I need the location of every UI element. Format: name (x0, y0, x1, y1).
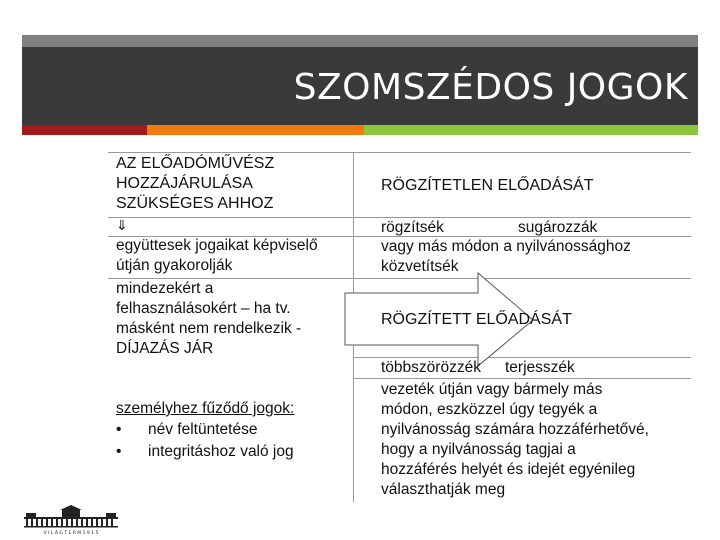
action-distribute: terjesszék (505, 359, 575, 376)
action-broadcast: sugározzák (518, 219, 598, 236)
remuneration-line-3: másként nem rendelkezik - (116, 320, 302, 337)
unfixed-performance: RÖGZÍTETLEN ELŐADÁSÁT (381, 177, 594, 194)
availability-line-5: hozzáférés helyét és idejét egyénileg (381, 461, 636, 478)
accent-strip-orange (147, 125, 364, 135)
logo-caption: V I L Á G T E R M 1 9 1 5 (43, 531, 99, 535)
list-item-label: név feltüntetése (148, 421, 258, 438)
consent-line-2: HOZZÁJÁRULÁSA (116, 175, 253, 192)
action-reproduce: többszörözzék (381, 359, 481, 376)
accent-strip-red (22, 125, 147, 135)
consent-line-1: AZ ELŐADÓMŰVÉSZ (116, 155, 275, 172)
slide-title: SZOMSZÉDOS JOGOK (293, 67, 688, 108)
personal-rights-heading: személyhez fűződő jogok: (116, 400, 295, 417)
availability-line-6: választhatják meg (381, 481, 506, 498)
accent-strip-green (364, 125, 698, 135)
slide-header (22, 47, 698, 125)
collective-line-1: együttesek jogaikat képviselő (116, 237, 318, 254)
list-item-label: integritáshoz való jog (148, 443, 294, 460)
rights-table (108, 152, 691, 502)
availability-line-1: vezeték útján vagy bármely más (381, 381, 603, 398)
remuneration-line-4: DÍJAZÁS JÁR (116, 340, 214, 357)
remuneration-line-2: felhasználásokért – ha tv. (116, 300, 291, 317)
fixed-performance: RÖGZÍTETT ELŐADÁSÁT (381, 311, 572, 328)
down-arrow-icon: ⇓ (116, 217, 128, 233)
availability-line-4: hogy a nyilvánosság tagjai a (381, 441, 576, 458)
communicate-line-1: vagy más módon a nyilvánossághoz (381, 238, 631, 255)
bullet-icon: • (116, 421, 122, 438)
remuneration-line-1: mindezekért a (116, 280, 214, 297)
communicate-line-2: közvetítsék (381, 258, 459, 275)
header-top-band (22, 35, 698, 47)
action-record: rögzítsék (381, 219, 444, 236)
availability-line-2: módon, eszközzel úgy tegyék a (381, 401, 598, 418)
consent-line-3: SZÜKSÉGES AHHOZ (116, 195, 274, 212)
university-logo-icon (22, 505, 120, 535)
collective-line-2: útján gyakorolják (116, 257, 233, 274)
bullet-icon: • (116, 443, 122, 460)
availability-line-3: nyilvánosság számára hozzáférhetővé, (381, 421, 649, 438)
